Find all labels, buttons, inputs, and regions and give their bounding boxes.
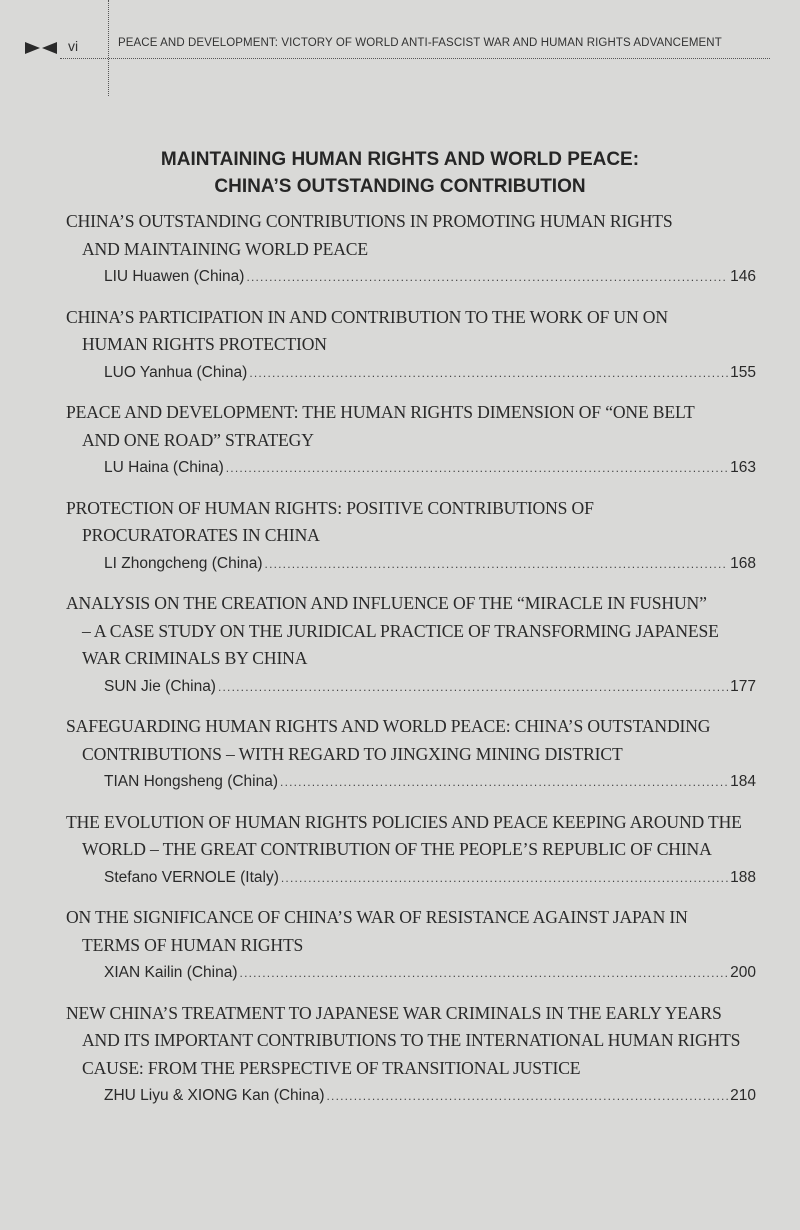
entry-title-line: CAUSE: FROM THE PERSPECTIVE OF TRANSITIONAL JUSTICE [82,1057,581,1078]
entry-title-line: AND ONE ROAD” STRATEGY [82,429,314,450]
dot-leader [240,960,729,988]
entry-author: TIAN Hongsheng (China) [104,773,279,790]
entry-page-number: 168 [730,554,756,572]
entry-author: LUO Yanhua (China) [104,363,248,381]
entry-author-line [66,673,756,701]
running-header [0,0,800,100]
toc-entry [66,399,756,482]
dot-leader [327,1083,729,1111]
entry-title-line: CHINA’S OUTSTANDING CONTRIBUTIONS IN PROMOTING HUMAN RIGHTS [66,211,673,231]
dot-leader [246,264,728,292]
section-title-line: CHINA’S OUTSTANDING CONTRIBUTION [214,176,586,197]
entry-author: SUN Jie (China) [104,677,216,695]
page-number: vi [68,38,79,54]
entry-title-line: CHINA’S PARTICIPATION IN AND CONTRIBUTION TO THE WORK OF UN ON [66,306,668,327]
publisher-logo-icon [24,40,58,56]
section-title-line: MAINTAINING HUMAN RIGHTS AND WORLD PEACE: [160,149,640,170]
entry-title-line: ANALYSIS ON THE CREATION AND INFLUENCE OF THE “MIRACLE IN FUSHUN” [66,593,707,613]
toc-entry [66,590,756,700]
entry-title-line: ON THE SIGNIFICANCE OF CHINA’S WAR OF RESISTANCE AGAINST JAPAN IN [66,907,688,927]
header-vertical-rule [108,0,109,96]
entry-page-number: 177 [730,677,756,695]
entry-author-line [66,768,756,796]
entry-page-number: 155 [730,363,756,381]
entry-author: LI Zhongcheng (China) [104,554,263,572]
entry-author: LU Haina (China) [104,459,224,476]
toc-entry [66,208,756,291]
entry-title-line: AND ITS IMPORTANT CONTRIBUTIONS TO THE INTERNATIONAL HUMAN RIGHTS [82,1030,741,1050]
dot-leader [280,769,728,797]
dot-leader [226,455,728,483]
header-horizontal-rule [60,58,770,59]
toc-entry [66,1000,756,1110]
entry-title-line: TERMS OF HUMAN RIGHTS [82,934,304,955]
running-title: PEACE AND DEVELOPMENT: VICTORY OF WORLD ANTI-FASCIST WAR AND HUMAN RIGHTS ADVANCEMENT [118,37,722,49]
entry-page-number: 188 [730,868,756,886]
entry-author-line [66,959,756,987]
entry-author: LIU Huawen (China) [104,268,245,285]
dot-leader [249,360,728,388]
entry-title-line: WAR CRIMINALS BY CHINA [82,648,308,668]
entry-page-number: 210 [730,1087,756,1104]
entry-title-line: CONTRIBUTIONS – WITH REGARD TO JINGXING MINING DISTRICT [82,743,623,764]
entry-author-line [66,263,756,291]
entry-author: ZHU Liyu & XIONG Kan (China) [104,1087,325,1104]
entry-title-line: HUMAN RIGHTS PROTECTION [82,334,327,354]
entry-author-line [66,454,756,482]
entry-title-line: PROCURATORATES IN CHINA [82,525,320,545]
entry-title-line: WORLD – THE GREAT CONTRIBUTION OF THE PEOPLE’S REPUBLIC OF CHINA [82,839,712,859]
entry-author: XIAN Kailin (China) [104,964,238,981]
entry-page-number: 200 [730,964,756,981]
entry-title-line: NEW CHINA’S TREATMENT TO JAPANESE WAR CRIMINALS IN THE EARLY YEARS [66,1002,722,1023]
table-of-contents [66,208,756,1123]
entry-title-line: THE EVOLUTION OF HUMAN RIGHTS POLICIES AND PEACE KEEPING AROUND THE [66,811,742,832]
entry-title-line: – A CASE STUDY ON THE JURIDICAL PRACTICE OF TRANSFORMING JAPANESE [82,620,719,641]
toc-entry [66,904,756,987]
dot-leader [265,551,729,579]
toc-entry [66,809,756,892]
entry-title-line: AND MAINTAINING WORLD PEACE [82,238,368,259]
entry-title-line: PEACE AND DEVELOPMENT: THE HUMAN RIGHTS DIMENSION OF “ONE BELT [66,402,695,422]
dot-leader [281,865,728,893]
toc-entry [66,495,756,578]
entry-page-number: 184 [730,773,756,790]
entry-author-line [66,864,756,892]
section-title [80,146,720,200]
entry-author: Stefano VERNOLE (Italy) [104,868,279,886]
entry-author-line [66,1082,756,1110]
entry-title-line: SAFEGUARDING HUMAN RIGHTS AND WORLD PEACE: CHINA’S OUTSTANDING [66,716,711,736]
entry-title-line: PROTECTION OF HUMAN RIGHTS: POSITIVE CONTRIBUTIONS OF [66,497,594,518]
entry-author-line [66,550,756,578]
entry-page-number: 146 [730,268,756,285]
dot-leader [218,674,728,702]
toc-entry [66,304,756,387]
entry-page-number: 163 [730,459,756,476]
toc-entry [66,713,756,796]
entry-author-line [66,359,756,387]
